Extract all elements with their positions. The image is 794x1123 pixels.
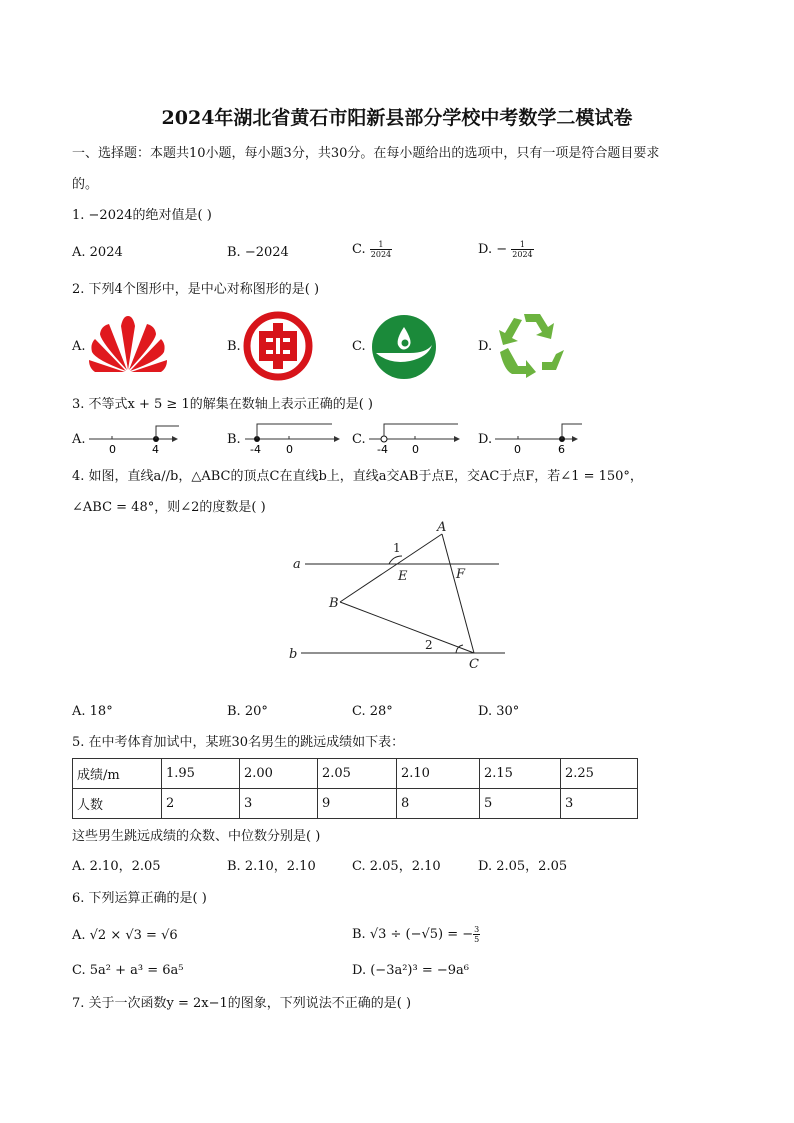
number-line-a [88, 422, 184, 456]
score-table [72, 758, 638, 819]
q6-option-b: B. √3 ÷ (−√5) = − $\frac{3}{5}$ [352, 925, 480, 944]
q3-option-b: B. [227, 432, 241, 447]
green-circle-logo-icon [370, 313, 438, 381]
point-B-label: B [329, 596, 339, 611]
number-line-d [494, 420, 586, 456]
number-line-a-tick-0: 0 [109, 443, 116, 456]
line-b-label: b [289, 647, 298, 662]
q5-option-b: B. 2.10，2.10 [227, 859, 316, 874]
number-line-c-tick-neg4: -4 [377, 443, 388, 456]
table-cell: 3 [561, 789, 638, 819]
q4-stem-line2: ∠ABC = 48°，则∠2的度数是( ) [72, 500, 266, 515]
point-A-label: A [437, 520, 447, 535]
q4-option-b: B. 20° [227, 704, 268, 719]
point-F-label: F [456, 567, 466, 582]
angle-2-label: 2 [425, 638, 433, 652]
number-line-a-tick-4: 4 [152, 443, 159, 456]
table-cell: 2.25 [561, 759, 638, 789]
q7-stem: 7. 关于一次函数y = 2x−1的图象，下列说法不正确的是( ) [72, 996, 412, 1011]
q5-stem-2: 这些男生跳远成绩的众数、中位数分别是( ) [72, 829, 321, 844]
table-cell: 3 [240, 789, 318, 819]
table-cell: 2.05 [318, 759, 397, 789]
number-line-b-tick-0: 0 [286, 443, 293, 456]
table-cell: 9 [318, 789, 397, 819]
q6-stem: 6. 下列运算正确的是( ) [72, 891, 207, 906]
point-C-label: C [469, 657, 479, 672]
table-cell: 2 [162, 789, 240, 819]
table-cell: 2.10 [397, 759, 480, 789]
table-cell: 8 [397, 789, 480, 819]
q6-option-d: D. (−3a²)³ = −9a⁶ [352, 963, 469, 978]
table-cell: 成绩/m [73, 759, 162, 789]
q1-option-c: C. $\frac{1}{2024}$ [352, 240, 392, 259]
number-line-b [244, 420, 344, 456]
q4-option-d: D. 30° [478, 704, 520, 719]
number-line-c-tick-0: 0 [412, 443, 419, 456]
q3-stem: 3. 不等式x + 5 ≥ 1的解集在数轴上表示正确的是( ) [72, 397, 373, 412]
q2-option-c: C. [352, 339, 366, 354]
q1-option-d: D. − $\frac{1}{2024}$ [478, 240, 533, 259]
angle-1-label: 1 [393, 541, 401, 555]
q3-option-a: A. [72, 432, 86, 447]
q1-option-a: A. 2024 [72, 245, 123, 260]
q1-option-b: B. −2024 [227, 245, 289, 260]
table-cell: 2.15 [480, 759, 561, 789]
section-header-cont: 的。 [72, 177, 99, 192]
huawei-logo-icon [87, 312, 169, 376]
q4-stem-line1: 4. 如图，直线a//b，△ABC的顶点C在直线b上，直线a交AB于点E，交AC于点F，若∠1 = 150°， [72, 469, 643, 484]
number-line-d-tick-6: 6 [558, 443, 565, 456]
q5-option-a: A. 2.10，2.05 [72, 859, 161, 874]
table-cell: 人数 [73, 789, 162, 819]
line-a-label: a [293, 557, 301, 572]
q3-option-c: C. [352, 432, 366, 447]
q5-option-c: C. 2.05，2.10 [352, 859, 441, 874]
recycle-icon [496, 310, 568, 378]
number-line-d-tick-0: 0 [514, 443, 521, 456]
number-line-c [368, 420, 464, 456]
table-row [73, 759, 638, 789]
q2-option-d: D. [478, 339, 493, 354]
q2-stem: 2. 下列4个图形中，是中心对称图形的是( ) [72, 282, 320, 297]
page-title: 2024年湖北省黄石市阳新县部分学校中考数学二模试卷 [161, 107, 633, 129]
q2-option-b: B. [227, 339, 241, 354]
table-cell: 1.95 [162, 759, 240, 789]
q4-option-a: A. 18° [72, 704, 113, 719]
q4-option-c: C. 28° [352, 704, 393, 719]
section-header: 一、选择题：本题共10小题，每小题3分，共30分。在每小题给出的选项中，只有一项是符合题目要求 [72, 146, 660, 161]
table-cell: 5 [480, 789, 561, 819]
number-line-b-tick-neg4: -4 [250, 443, 261, 456]
q6-option-c: C. 5a² + a³ = 6a⁵ [72, 963, 184, 978]
point-E-label: E [398, 569, 408, 584]
q2-option-a: A. [72, 339, 86, 354]
q3-option-d: D. [478, 432, 493, 447]
table-cell: 2.00 [240, 759, 318, 789]
q1-stem: 1. −2024的绝对值是( ) [72, 208, 212, 223]
triangle-figure [285, 520, 515, 675]
icbc-logo-icon [243, 311, 313, 381]
table-row [73, 789, 638, 819]
q6-option-a: A. √2 × √3 = √6 [72, 928, 178, 943]
q5-stem: 5. 在中考体育加试中，某班30名男生的跳远成绩如下表： [72, 735, 405, 750]
q5-option-d: D. 2.05，2.05 [478, 859, 568, 874]
